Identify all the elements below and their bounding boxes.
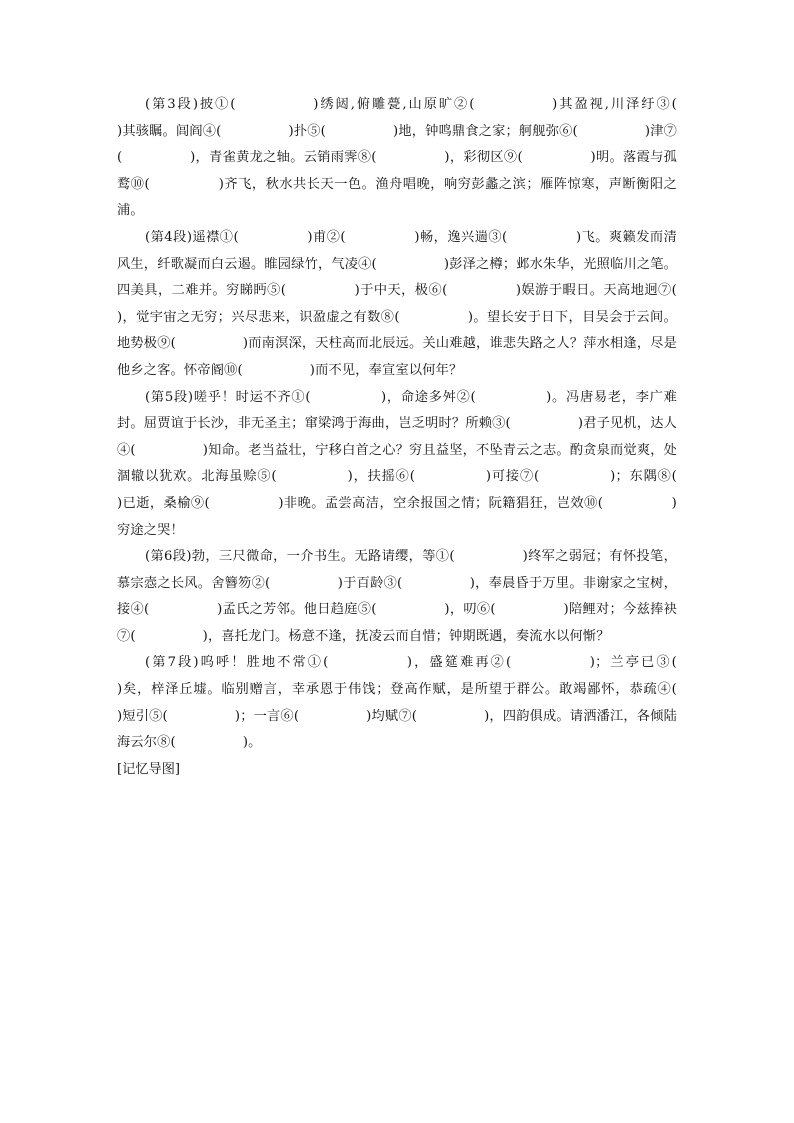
- paragraph-section-5: (第5段)嗟乎！时运不齐①( )，命途多舛②( )。冯唐易老，李广难封。屈贾谊于长沙，非无圣主；窜梁鸿于海曲，岂乏明时？所赖③( )君子见机，达人④( )知命。老当益壮，宁移白首之心？穷且益坚，不坠青云之志。酌贪泉而觉爽，处涸辙以犹欢。北海虽赊⑤( )，扶摇⑥( )可接⑦( )；东隅⑧( )已逝，桑榆⑨( )非晚。孟尝高洁，空余报国之情；阮籍猖狂，岂效⑩( )穷途之哭！: [117, 389, 744, 538]
- paragraph-section-3: (第3段)披①( )绣闼,俯雕甍,山原旷②( )其盈视,川泽纡③( )其骇瞩。闾阎④( )扑⑤( )地，钟鸣鼎食之家；舸舰弥⑥( )津⑦( )，青雀黄龙之轴。云销雨霁⑧( )，彩彻区⑨( )明。落霞与孤鹜⑩( )齐飞，秋水共长天一色。渔舟唱晚，响穷彭蠡之滨；雁阵惊寒，声断衡阳之浦。: [117, 97, 744, 219]
- paragraph-section-6: (第6段)勃，三尺微命，一介书生。无路请缨，等①( )终军之弱冠；有怀投笔，慕宗悫之长风。舍簪笏②( )于百龄③( )，奉晨昏于万里。非谢家之宝树，接④( )孟氏之芳邻。他日趋庭⑤( )，叨⑥( )陪鲤对；今兹捧袂⑦( )，喜托龙门。杨意不逢，抚凌云而自惜；钟期既遇，奏流水以何惭？: [117, 549, 677, 644]
- memory-map-heading: [记忆导图]: [117, 761, 181, 777]
- document-body: [117, 92, 744, 783]
- paragraph-section-7: (第7段)呜呼！胜地不常①( )，盛筵难再②( )；兰亭已③( )矣，梓泽丘墟。临别赠言，幸承恩于伟饯；登高作赋，是所望于群公。敢竭鄙怀，恭疏④( )短引⑤( )；一言⑥( )均赋⑦( )，四韵俱成。请洒潘江，各倾陆海云尔⑧( )。: [117, 655, 744, 751]
- paragraph-section-4: (第4段)遥襟①( )甫②( )畅，逸兴遄③( )飞。爽籁发而清风生，纤歌凝而白云遏。睢园绿竹，气凌④( )彭泽之樽；邺水朱华，光照临川之笔。四美具，二难并。穷睇眄⑤( )于中天，极⑥( )娱游于暇日。天高地迥⑦( )，觉宇宙之无穷；兴尽悲来，识盈虚之有数⑧( )。望长安于日下，目吴会于云间。地势极⑨( )而南溟深，天柱高而北辰远。关山难越，谁悲失路之人？萍水相逢，尽是他乡之客。怀帝阍⑩( )而不见，奉宣室以何年？: [117, 229, 744, 378]
